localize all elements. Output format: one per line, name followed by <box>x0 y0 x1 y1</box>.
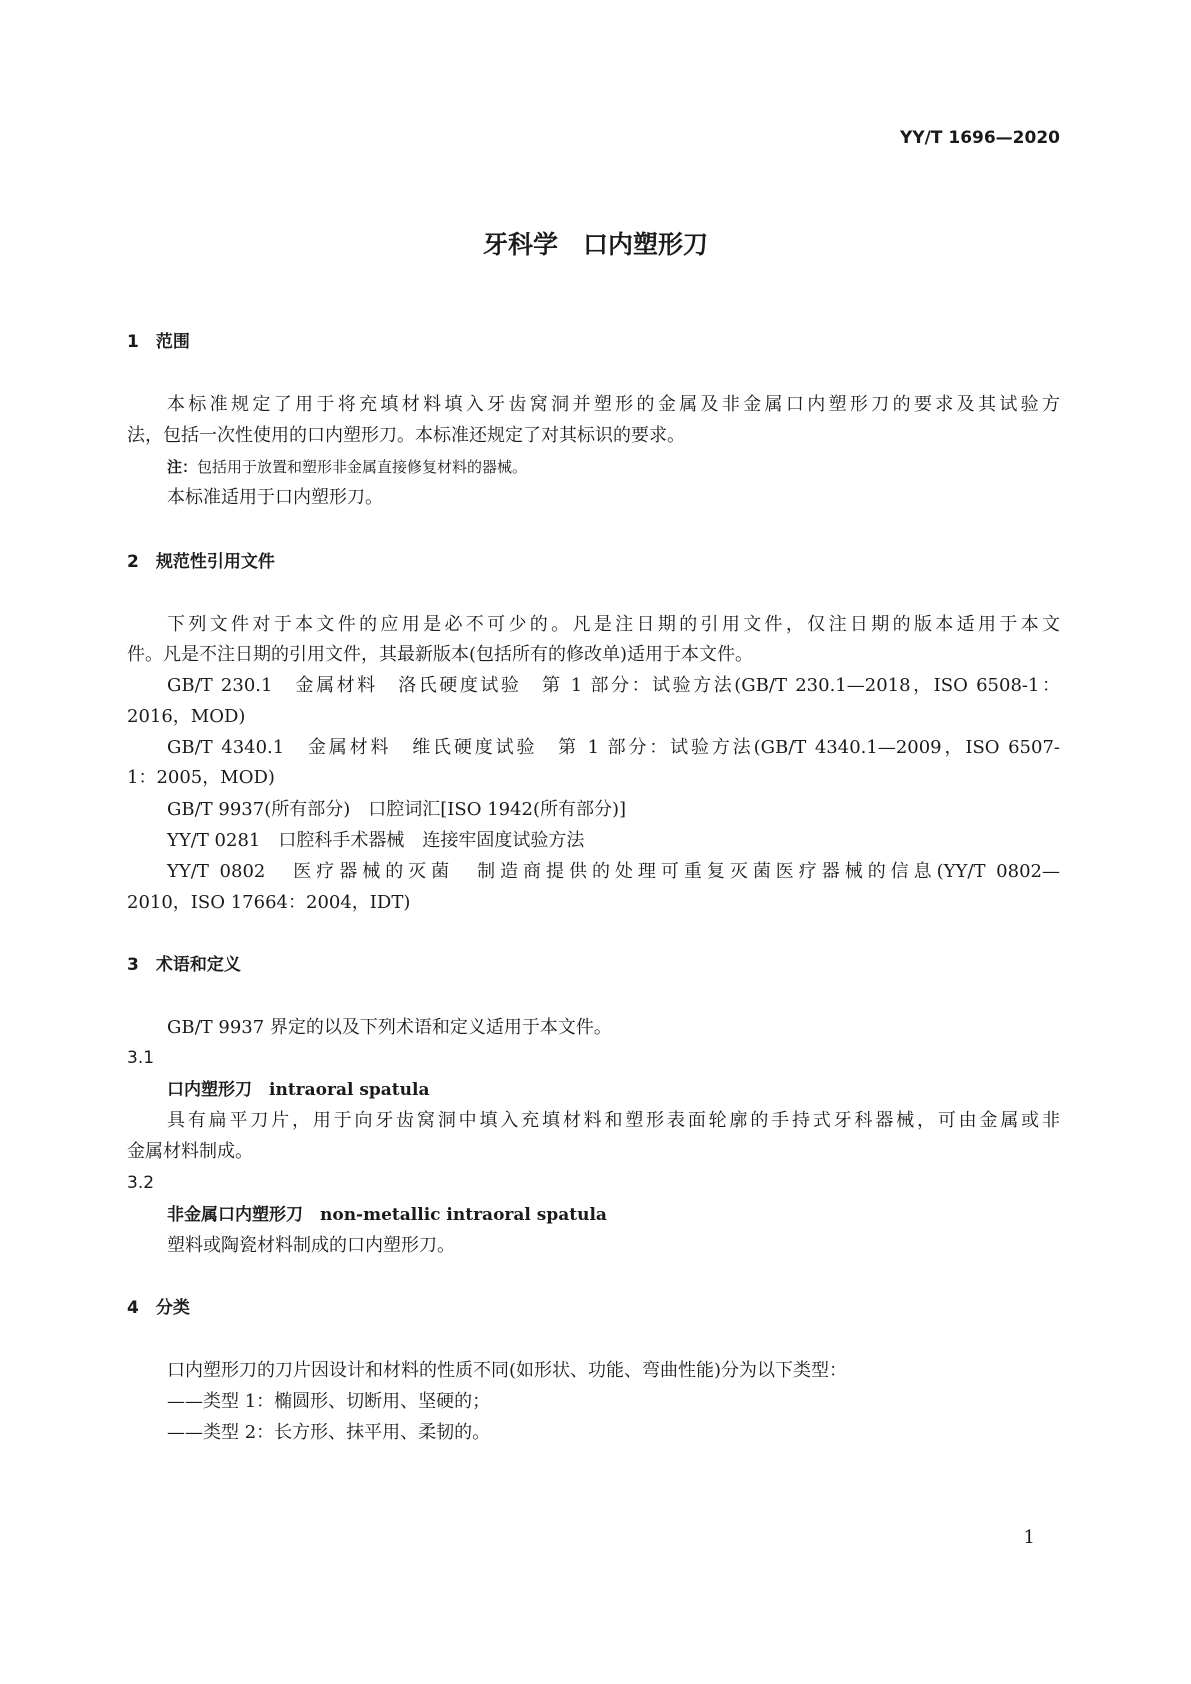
section-4-heading: 4 分类 <box>127 1298 190 1318</box>
paragraph: 口内塑形刀的刀片因设计和材料的性质不同(如形状、功能、弯曲性能)分为以下类型： <box>167 1360 848 1381</box>
list-item: ——类型 1：椭圆形、切断用、坚硬的； <box>167 1391 491 1412</box>
note-label: 注： <box>167 458 198 476</box>
section-1-heading: 1 范围 <box>127 332 190 352</box>
term-zh: 非金属口内塑形刀 <box>167 1205 303 1225</box>
standard-code: YY/T 1696—2020 <box>900 128 1060 148</box>
term-number: 3.1 <box>127 1048 155 1068</box>
reference-item: YY/T 0281 口腔科手术器械 连接牢固度试验方法 <box>167 830 585 851</box>
reference-item-cont: 1：2005，MOD) <box>127 767 275 788</box>
paragraph: 本标准规定了用于将充填材料填入牙齿窝洞并塑形的金属及非金属口内塑形刀的要求及其试验方 <box>167 394 1060 415</box>
page-title: 牙科学 口内塑形刀 <box>482 230 708 259</box>
reference-item: GB/T 4340.1 金属材料 维氏硬度试验 第 1 部分：试验方法(GB/T 4340.1—2009，ISO 6507- <box>167 737 1060 758</box>
note <box>167 455 1060 479</box>
list-item: ——类型 2：长方形、抹平用、柔韧的。 <box>167 1422 491 1443</box>
term-title <box>167 1203 1060 1227</box>
reference-item: GB/T 230.1 金属材料 洛氏硬度试验 第 1 部分：试验方法(GB/T 230.1—2018，ISO 6508-1： <box>167 675 1060 696</box>
paragraph: 下列文件对于本文件的应用是必不可少的。凡是注日期的引用文件，仅注日期的版本适用于本文 <box>167 614 1060 635</box>
section-3-heading: 3 术语和定义 <box>127 955 241 975</box>
reference-item-cont: 2016，MOD) <box>127 706 246 727</box>
paragraph: 法，包括一次性使用的口内塑形刀。本标准还规定了对其标识的要求。 <box>127 425 685 446</box>
term-definition: 具有扁平刀片，用于向牙齿窝洞中填入充填材料和塑形表面轮廓的手持式牙科器械，可由金属或非 <box>167 1110 1060 1131</box>
section-2-heading: 2 规范性引用文件 <box>127 552 275 572</box>
paragraph: 本标准适用于口内塑形刀。 <box>167 487 383 508</box>
reference-item-cont: 2010，ISO 17664：2004，IDT) <box>127 892 411 913</box>
note-text: 包括用于放置和塑形非金属直接修复材料的器械。 <box>197 458 528 476</box>
term-definition-cont: 金属材料制成。 <box>127 1141 253 1162</box>
term-en: non-metallic intraoral spatula <box>320 1205 607 1225</box>
term-title <box>167 1078 1060 1102</box>
term-zh: 口内塑形刀 <box>167 1080 252 1100</box>
term-en: intraoral spatula <box>269 1080 430 1100</box>
term-definition: 塑料或陶瓷材料制成的口内塑形刀。 <box>167 1235 455 1256</box>
paragraph: GB/T 9937 界定的以及下列术语和定义适用于本文件。 <box>167 1017 612 1038</box>
reference-item: GB/T 9937(所有部分) 口腔词汇[ISO 1942(所有部分)] <box>167 799 627 820</box>
reference-item: YY/T 0802 医疗器械的灭菌 制造商提供的处理可重复灭菌医疗器械的信息(YY/T 0802— <box>167 861 1060 882</box>
paragraph: 件。凡是不注日期的引用文件，其最新版本(包括所有的修改单)适用于本文件。 <box>127 644 754 665</box>
page-number: 1 <box>1023 1527 1035 1548</box>
term-number: 3.2 <box>127 1173 155 1193</box>
